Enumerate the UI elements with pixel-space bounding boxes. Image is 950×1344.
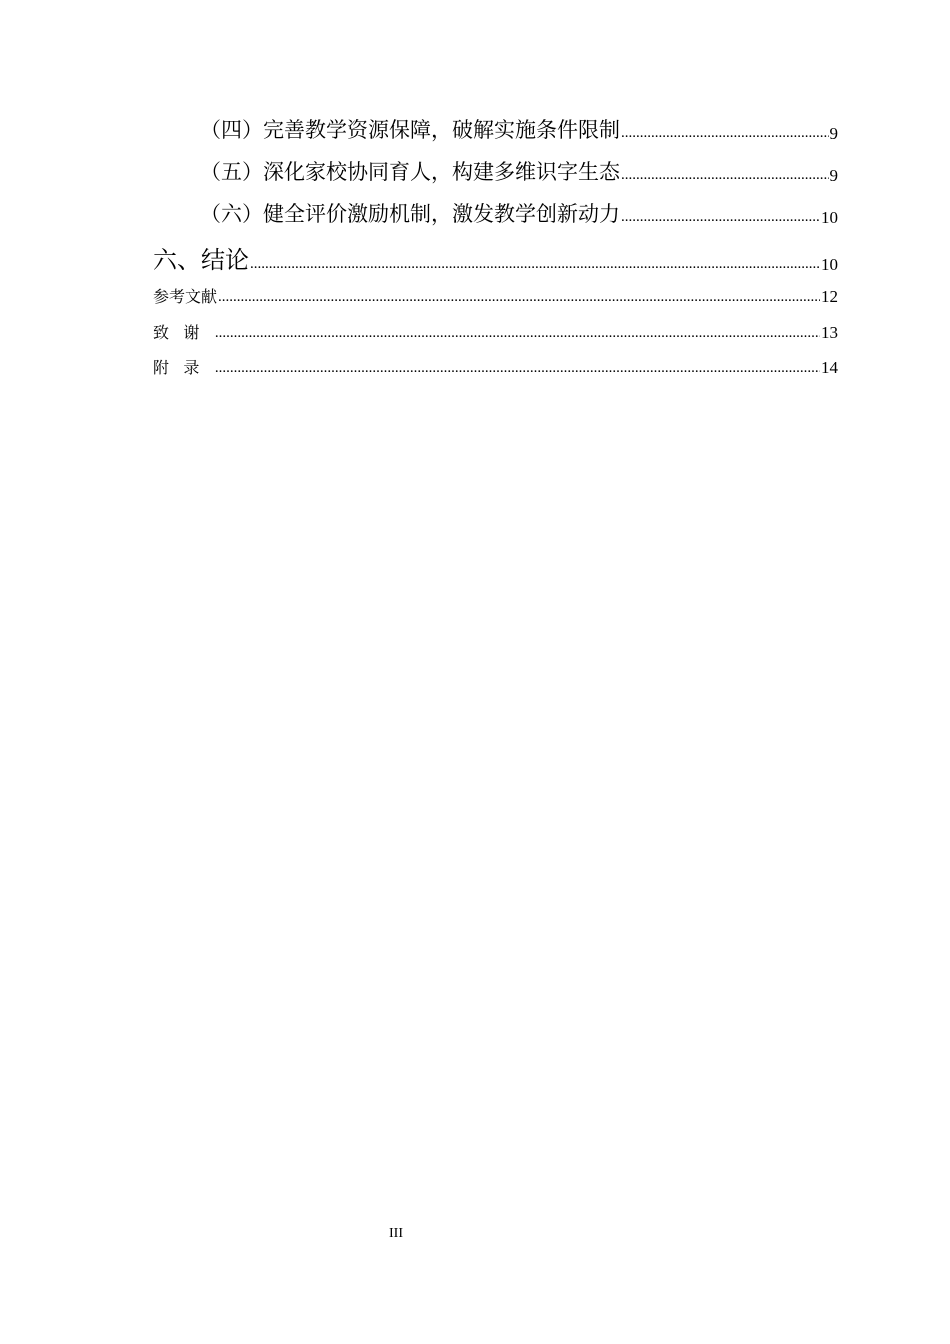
page-number: III — [389, 1226, 403, 1241]
toc-entry-acknowledgements[interactable] — [153, 320, 838, 343]
toc-entry-references[interactable] — [153, 284, 838, 307]
toc-dot-leader — [250, 253, 820, 275]
toc-entry-title: （五）深化家校协同育人，构建多维识字生态 — [200, 160, 620, 184]
toc-entry-page: 12 — [821, 287, 838, 306]
toc-entry-page: 9 — [829, 124, 838, 143]
toc-entry-page: 10 — [821, 255, 838, 274]
toc-dot-leader — [218, 288, 820, 307]
toc-entry-page: 13 — [821, 323, 838, 342]
toc-entry-title: 致谢 — [153, 323, 214, 342]
toc-dot-leader — [215, 324, 820, 343]
toc-entry-title: 附录 — [153, 358, 214, 377]
toc-dot-leader — [215, 359, 820, 378]
toc-entry-page: 10 — [821, 208, 838, 227]
toc-entry-appendix[interactable] — [153, 355, 838, 378]
toc-entry-section-4[interactable] — [200, 114, 838, 144]
toc-entry-title: （四）完善教学资源保障，破解实施条件限制 — [200, 118, 620, 142]
toc-entry-page: 14 — [821, 358, 838, 377]
toc-entry-section-6[interactable] — [200, 198, 838, 228]
toc-entry-title: 参考文献 — [153, 287, 218, 306]
toc-dot-leader — [621, 207, 820, 228]
toc-entry-page: 9 — [829, 166, 838, 185]
toc-entry-conclusion[interactable] — [153, 240, 838, 275]
toc-entry-section-5[interactable] — [200, 156, 838, 186]
toc-entry-title: （六）健全评价激励机制，激发教学创新动力 — [200, 202, 620, 226]
toc-dot-leader — [621, 123, 829, 144]
toc-entry-title: 六、结论 — [153, 246, 249, 274]
toc-dot-leader — [621, 165, 829, 186]
